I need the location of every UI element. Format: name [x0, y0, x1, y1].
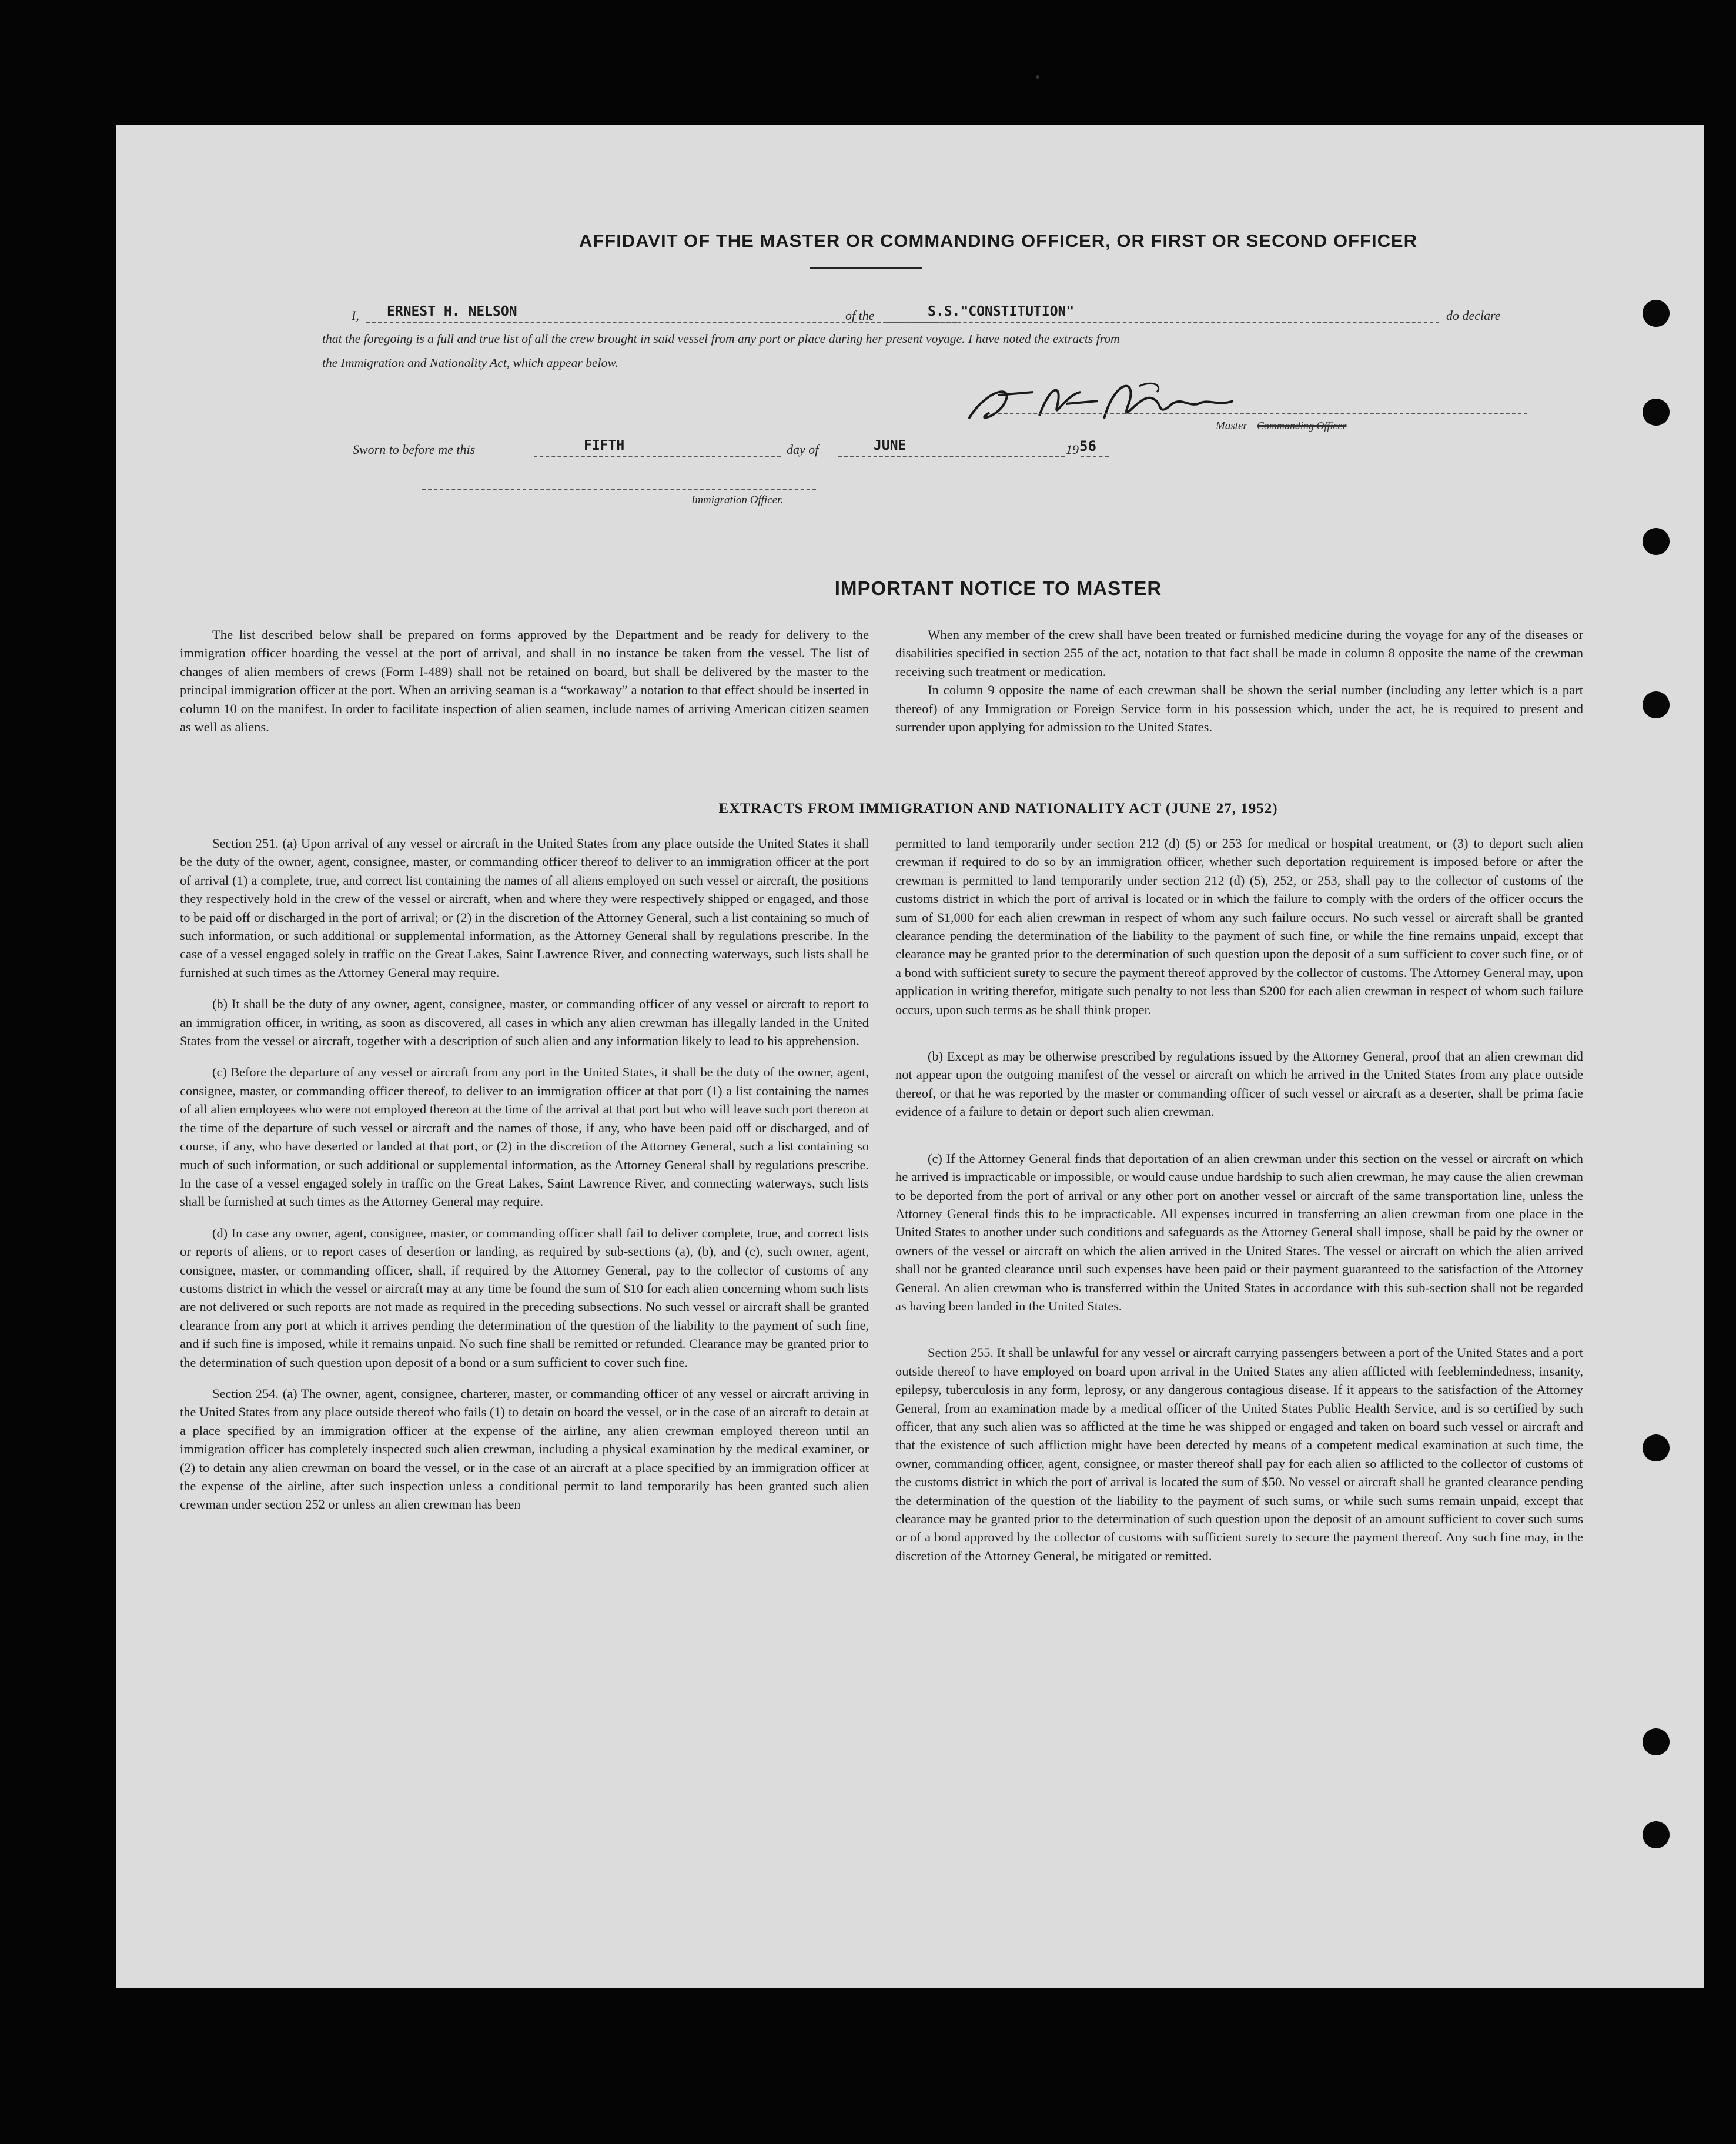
statement-line-1: that the foregoing is a full and true list of all the crew brought in said vessel from any port or place during her present voyage. I have noted the extracts from	[322, 332, 1120, 346]
month-blank	[838, 456, 1065, 457]
binder-hole	[1643, 1821, 1670, 1848]
sworn-month: JUNE	[874, 438, 907, 453]
of-the-label: of the	[845, 308, 875, 323]
section-254-a: Section 254. (a) The owner, agent, consignee, charterer, master, or commanding officer of any vessel or aircraft arriving in the United States from any place outside thereof who fails (1) to detain on board the vessel, or in the case of an aircraft to detain at a place specified by an immigration officer at the expense of the airline, any alien crewman employed thereon until an immigration officer has completely inspected such alien crewman, including a physical examination by the medical examiner, or (2) to detain any alien crewman on board the vessel, or in the case of an aircraft at a place specified by an immigration officer at the expense of the airline, after such inspection unless a conditional permit to land temporarily has been granted such alien crewman under section 252 or unless an alien crewman has been	[180, 1386, 869, 1512]
year-blank	[1081, 456, 1109, 457]
section-254-b: (b) Except as may be otherwise prescribed by regulations issued by the Attorney General, proof that an alien crewman did not appear upon the outgoing manifest of the vessel or aircraft on which he arrived in the United States from any place outside thereof, or that he was reported by the master or commanding officer of such vessel or aircraft as a deserter, shall be prima facie evidence of a failure to detain or deport such alien crewman.	[895, 1049, 1583, 1119]
title-divider	[810, 267, 922, 269]
affidavit-title: AFFIDAVIT OF THE MASTER OR COMMANDING OFFICER, OR FIRST OR SECOND OFFICER	[578, 230, 1418, 251]
section-255: Section 255. It shall be unlawful for any vessel or aircraft carrying passengers between a port of the United States and a port outside thereof to have employed on board upon arrival in the United States any alien afflicted with feeblemindedness, insanity, epilepsy, tuberculosis in any form, leprosy, or any dangerous contagious disease. If it appears to the satisfaction of the Attorney General, from an examination made by a medical officer of the United States Public Health Service, and is so certified by such officer, that any such alien was so afflicted at the time he was shipped or engaged and taken on board such vessel or aircraft and that the existence of such affliction might have been detected by means of a competent medical examination at such time, the owner, commanding officer, agent, consignee, or master thereof shall pay for each alien so afflicted to the collector of customs of the customs district in which the port of arrival is located the sum of $50. No vessel or aircraft shall be granted clearance pending the determination of the question of the liability to the payment of such sums, or while such sums remain unpaid, except that clearance may be granted prior to the determination of such question upon the deposit of an amount sufficient to cover such sums or of a bond approved by the collector of customs with sufficient surety to secure the payment thereof. Any such fine may, in the discretion of the Attorney General, be mitigated or remitted.	[895, 1345, 1583, 1563]
notice-heading: IMPORTANT NOTICE TO MASTER	[834, 577, 1162, 599]
section-254-a-continued: permitted to land temporarily under section 212 (d) (5) or 253 for medical or hospital treatment, or (3) to deport such alien crewman if required to do so by an immigration officer, whether such deportation requirement is imposed before or after the crewman is permitted to land temporarily under section 212 (d) (5), 252, or 253, shall pay to the collector of customs of the customs district in which the port of arrival is located or in which the failure to comply with the orders of the officer occurs the sum of $1,000 for each alien crewman in respect of whom any such failure occurs. No such vessel or aircraft shall be granted clearance pending the determination of the liability to the payment of such fine, or while the fine remains unpaid, except that clearance may be granted prior to the determination of such question upon the deposit of a sum sufficient to cover such fine, or of a bond with sufficient surety to secure the payment thereof approved by the collector of customs. The Attorney General may, upon application in writing therefor, mitigate such penalty to not less than $200 for each alien crewman in respect of whom such failure occurs, upon such terms as he shall think proper.	[895, 836, 1583, 1017]
sworn-day: FIFTH	[584, 438, 625, 453]
binder-hole	[1643, 1728, 1670, 1755]
binder-hole	[1643, 399, 1670, 426]
section-251-c: (c) Before the departure of any vessel or aircraft from any port in the United States, it shall be the duty of the owner, agent, consignee, master, or commanding officer thereof, to deliver to an immigration officer at that port (1) a list containing the names of all alien employees who were not employed thereon at the time of the arrival at that port but who will leave such port thereon at the time of the departure of such vessel or aircraft and the names of those, if any, who have been paid off or discharged, and of course, if any, who have deserted or landed at that port, or (2) in the discretion of the Attorney General, such a list containing so much of such information, or such additional or supplemental information, as the Attorney General shall by regulations prescribe. In the case of a vessel engaged solely in traffic on the Great Lakes, Saint Lawrence River, and connecting waterways, such lists shall be furnished at such times as the Attorney General may require.	[180, 1065, 869, 1209]
notice-right-paragraph-1: When any member of the crew shall have been treated or furnished medicine during the voyage for any of the diseases or disabilities specified in section 255 of the act, notation to that fact shall be made in column 8 opposite the name of the crewman receiving such treatment or medication.	[895, 627, 1583, 679]
notice-left-paragraph: The list described below shall be prepared on forms approved by the Department and be ready for delivery to the immigration officer boarding the vessel at the port of arrival, and shall in no instance be taken from the vessel. The list of changes of alien members of crews (Form I-489) shall not be retained on board, but shall be delivered by the master to the principal immigration officer at the port. When an arriving seaman is a “workaway” a notation to that effect should be inserted in column 10 on the manifest. In order to facilitate inspection of alien seamen, include names of arriving American citizen seamen as well as aliens.	[180, 627, 869, 735]
binder-hole	[1643, 691, 1670, 718]
extracts-right-column	[895, 834, 1583, 1565]
do-declare-label: do declare	[1446, 308, 1501, 323]
notice-left-column	[180, 626, 869, 736]
struck-commanding-officer: Commanding Officer	[1257, 420, 1347, 432]
section-254-c: (c) If the Attorney General finds that deportation of an alien crewman under this section on the vessel or aircraft on which he arrived is impracticable or impossible, or would cause undue hardship to such alien crewman, he may cause the alien crewman to be deported from the port of arrival or any other port on another vessel or aircraft of the same transportation line, unless the Attorney General finds this to be impracticable. All expenses incurred in transferring an alien crewman from one place in the United States to another under such conditions and safeguards as the Attorney General shall impose, shall be paid by the owner or owners of the vessel or aircraft on which the alien arrived in the United States. The vessel or aircraft on which the alien arrived shall not be granted clearance until such expenses have been paid or their payment guaranteed to the satisfaction of the Attorney General. An alien crewman who is transferred within the United States in accordance with this sub-section shall not be regarded as having been landed in the United States.	[895, 1150, 1583, 1313]
extracts-heading: EXTRACTS FROM IMMIGRATION AND NATIONALITY ACT (JUNE 27, 1952)	[718, 801, 1278, 817]
section-251-b: (b) It shall be the duty of any owner, agent, consignee, master, or commanding officer of any vessel or aircraft to report to an immigration officer, in writing, as soon as discovered, all cases in which any alien crewman has illegally landed in the United States from the vessel or aircraft, together with a description of such alien and any information likely to lead to his apprehension.	[180, 996, 869, 1049]
speck	[1036, 75, 1039, 79]
notice-right-column	[895, 626, 1583, 736]
day-of-label: day of	[787, 442, 819, 457]
day-blank	[534, 456, 781, 457]
declarant-prefix: I,	[352, 308, 359, 323]
affidavit-page	[116, 125, 1704, 1988]
year-prefix: 19	[1066, 442, 1079, 457]
vessel-blank	[887, 322, 1439, 323]
section-251-a: Section 251. (a) Upon arrival of any vessel or aircraft in the United States from any place outside the United States it shall be the duty of the owner, agent, consignee, master, or commanding officer thereof to deliver to an immigration officer at the port of arrival (1) a complete, true, and correct list containing the names of all aliens employed on such vessel or aircraft, the positions they respectively hold in the crew of the vessel or aircraft, when and where they were respectively shipped or engaged, and those to be paid off or discharged in the port of arrival; or (2) in the discretion of the Attorney General, such a list containing so much of such information, or such additional or supplemental information, as the Attorney General shall by regulations prescribe. In the case of a vessel engaged solely in traffic on the Great Lakes, Saint Lawrence River, and connecting waterways, such lists shall be furnished at such times as the Attorney General may require.	[180, 836, 869, 980]
vessel-name: S.S."CONSTITUTION"	[928, 304, 1075, 319]
sworn-year: 56	[1079, 438, 1096, 454]
extracts-left-column	[180, 834, 869, 1514]
declarant-name: ERNEST H. NELSON	[387, 304, 517, 319]
binder-hole	[1643, 528, 1670, 555]
binder-hole	[1643, 300, 1670, 327]
officer-label: Immigration Officer.	[691, 494, 784, 506]
notice-right-paragraph-2: In column 9 opposite the name of each crewman shall be shown the serial number (including any letter which is a part thereof) of any Immigration or Foreign Service form in his possession which, under the act, he is required to present and surrender upon applying for admission to the United States.	[895, 683, 1583, 735]
binder-hole	[1643, 1434, 1670, 1461]
master-signature	[963, 372, 1257, 436]
section-251-d: (d) In case any owner, agent, consignee, master, or commanding officer shall fail to deliver complete, true, and correct lists or reports of aliens, or to report cases of desertion or landing, as required by sub-sections (a), (b), and (c), such owner, agent, consignee, master, or commanding officer, shall, if required by the Attorney General, pay to the collector of customs of any customs district in which the vessel or aircraft may at any time be found the sum of $10 for each alien concerning whom such lists are not delivered or such reports are not made as required in the preceding subsections. No such vessel or aircraft shall be granted clearance from any port at which it arrives pending the determination of the question of the liability to the payment of such fine, and if such fine is imposed, while it remains unpaid. No such fine shall be remitted or refunded. Clearance may be granted prior to the determination of such question upon deposit of a bond or a sum sufficient to cover such fine.	[180, 1225, 869, 1370]
master-label: Master	[1216, 420, 1247, 432]
sworn-prefix: Sworn to before me this	[353, 442, 476, 457]
officer-signature-line	[422, 489, 816, 490]
signature-line	[998, 413, 1527, 414]
statement-line-2: the Immigration and Nationality Act, which appear below.	[322, 356, 618, 370]
